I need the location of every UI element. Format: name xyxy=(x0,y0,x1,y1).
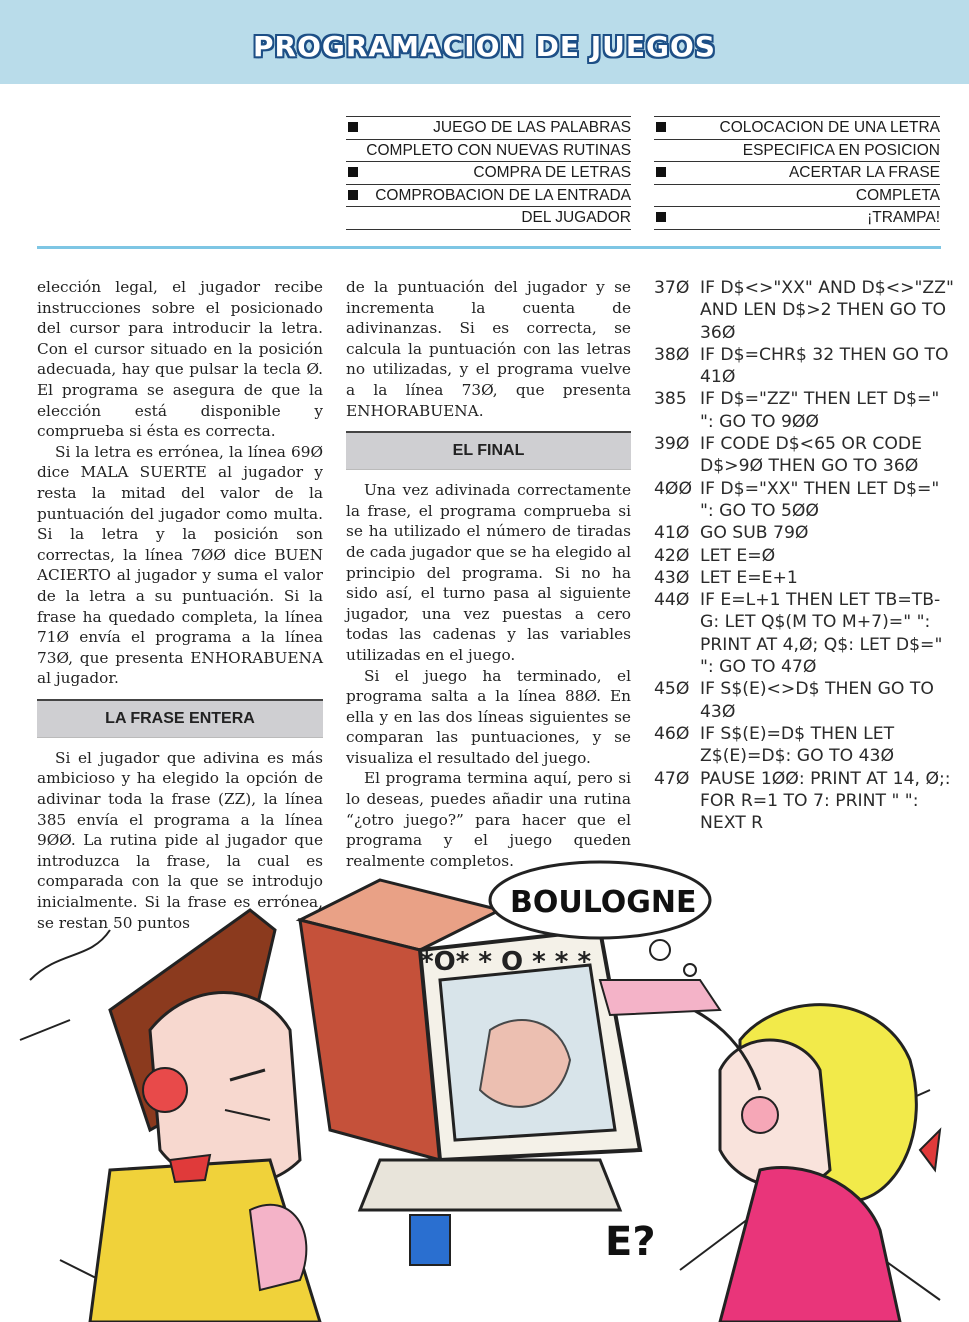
code-line xyxy=(654,768,954,835)
girl-character xyxy=(600,980,940,1322)
code-text: LET E=Ø xyxy=(700,545,776,566)
bullet-icon xyxy=(348,122,358,132)
bullet-icon xyxy=(656,212,666,222)
topic-row: ¡TRAMPA! xyxy=(654,206,940,230)
paragraph: Una vez adivinada correctamente la frase, el programa comprueba si se ha utilizado el número de tiradas de cada jugador que se ha elegido al principio del programa. Si no ha sido así, el turno pasa al siguiente jugador, una vez puestas a cero todas las cadenas y las variables utilizadas en el juego. xyxy=(346,481,631,664)
code-text: IF S$(E)=D$ THEN LET Z$(E)=D$: GO TO 43Ø xyxy=(700,723,895,767)
paragraph: Si el juego ha terminado, el programa salta a la línea 88Ø. En ella y en las dos líneas siguientes se comparan las puntuaciones, y se visualiza el resultado del juego. xyxy=(346,666,631,767)
bullet-icon xyxy=(656,122,666,132)
topic-row: COMPLETO CON NUEVAS RUTINAS xyxy=(346,139,631,162)
code-line xyxy=(654,723,954,768)
bubble-text: BOULOGNE xyxy=(510,885,697,920)
code-text: PAUSE 1ØØ: PRINT AT 14, Ø;: FOR R=1 TO 7: PRINT " ": NEXT R xyxy=(700,768,951,834)
bullet-icon xyxy=(656,167,666,177)
topic-row: COMPRA DE LETRAS xyxy=(346,161,631,184)
topic-row: ESPECIFICA EN POSICION xyxy=(654,139,940,162)
basic-code-listing xyxy=(654,277,954,834)
line-number: 47Ø xyxy=(654,768,690,789)
code-text: IF D$="ZZ" THEN LET D$=" ": GO TO 9ØØ xyxy=(700,389,940,432)
line-number: 385 xyxy=(654,389,687,410)
paragraph: Si la letra es errónea, la línea 69Ø dice MALA SUERTE al jugador y resta la mitad del valor de la puntuación del jugador como multa. Si la letra y la posición son correctas, la línea 7ØØ dice BUEN ACIERTO al jugador y suma el valor de la letra a su puntuación. Si la frase ha quedado completa, la línea 71Ø envía el programa a la línea 73Ø, que presenta ENHORABUENA al jugador. xyxy=(37,442,323,688)
code-line xyxy=(654,344,954,389)
line-number: 46Ø xyxy=(654,723,690,744)
code-text: IF D$=CHR$ 32 THEN GO TO 41Ø xyxy=(700,344,949,388)
line-number: 44Ø xyxy=(654,590,690,611)
cartoon-illustration xyxy=(0,830,969,1322)
page-title: PROGRAMACION DE JUEGOS xyxy=(253,30,716,63)
section-heading: LA FRASE ENTERA xyxy=(37,699,323,738)
topics-list-left xyxy=(346,116,631,230)
paragraph: Si el jugador que adivina es más ambicioso y ha elegido la opción de adivinar toda la frase (ZZ), la línea 385 envía el programa a la línea 9ØØ. La rutina pide al jugador que introduzca la frase, la cual es comparada con la que se introdujo inicialmente. Si la frase es errónea, se restan 50 puntos xyxy=(37,748,323,932)
topic-row: ACERTAR LA FRASE xyxy=(654,161,940,184)
code-text: IF CODE D$<65 OR CODE D$>9Ø THEN GO TO 36Ø xyxy=(700,434,922,477)
line-number: 43Ø xyxy=(654,567,690,588)
code-text: IF D$<>"XX" AND D$<>"ZZ" AND LEN D$>2 THEN GO TO 36Ø xyxy=(700,278,954,343)
boy-character xyxy=(90,910,320,1322)
topic-row: COMPROBACION DE LA ENTRADA xyxy=(346,184,631,207)
header-banner xyxy=(0,0,969,84)
code-line xyxy=(654,678,954,723)
paragraph: de la puntuación del jugador y se incrementa la cuenta de adivinanzas. Si es correcta, se calcula la puntuación con las letras no utilizadas, y el programa vuelve a la línea 73Ø, que presenta ENHORABUENA. xyxy=(346,278,631,420)
code-text: IF S$(E)<>D$ THEN GO TO 43Ø xyxy=(700,679,934,722)
corner-text: E? xyxy=(605,1219,656,1265)
code-line xyxy=(654,567,954,589)
line-number: 41Ø xyxy=(654,523,690,544)
line-number: 38Ø xyxy=(654,344,690,365)
bullet-icon xyxy=(348,167,358,177)
code-text: LET E=E+1 xyxy=(700,567,798,588)
screen-text: *O* * O * * * xyxy=(420,947,592,977)
line-number: 42Ø xyxy=(654,545,690,566)
line-number: 37Ø xyxy=(654,278,690,298)
paragraph: El programa termina aquí, pero si lo deseas, puedes añadir una rutina “¿otro juego?” para hacer que el programa y el juego queden realmente completos. xyxy=(346,769,631,870)
code-text: IF E=L+1 THEN LET TB=TB-G: LET Q$(M TO M+7)=" ": PRINT AT 4,Ø; Q$: LET D$=" ": GO TO 47Ø xyxy=(700,590,943,678)
code-line xyxy=(654,433,954,478)
code-line xyxy=(654,589,954,678)
line-number: 4ØØ xyxy=(654,478,692,499)
section-divider xyxy=(37,246,941,249)
topics-list-right xyxy=(654,116,940,230)
code-line xyxy=(654,545,954,567)
code-line xyxy=(654,277,954,344)
section-heading: EL FINAL xyxy=(346,431,631,470)
code-text: GO SUB 79Ø xyxy=(700,523,809,544)
article-column-2 xyxy=(346,277,631,871)
topic-row: COMPLETA xyxy=(654,184,940,207)
topic-row: COLOCACION DE UNA LETRA xyxy=(654,116,940,139)
line-number: 39Ø xyxy=(654,434,690,455)
topic-row: DEL JUGADOR xyxy=(346,206,631,230)
line-number: 45Ø xyxy=(654,679,690,700)
bullet-icon xyxy=(348,190,358,200)
code-text: IF D$="XX" THEN LET D$=" ": GO TO 5ØØ xyxy=(700,478,940,521)
paragraph: elección legal, el jugador recibe instrucciones sobre el posicionado del cursor para introducir la letra. Con el cursor situado en la posición adecuada, hay que pulsar la tecla Ø. El programa se asegura de que la elección está disponible y comprueba si ésta es correcta. xyxy=(37,278,323,441)
code-line xyxy=(654,522,954,544)
code-line xyxy=(654,478,954,523)
code-line xyxy=(654,388,954,433)
topic-row: JUEGO DE LAS PALABRAS xyxy=(346,116,631,139)
